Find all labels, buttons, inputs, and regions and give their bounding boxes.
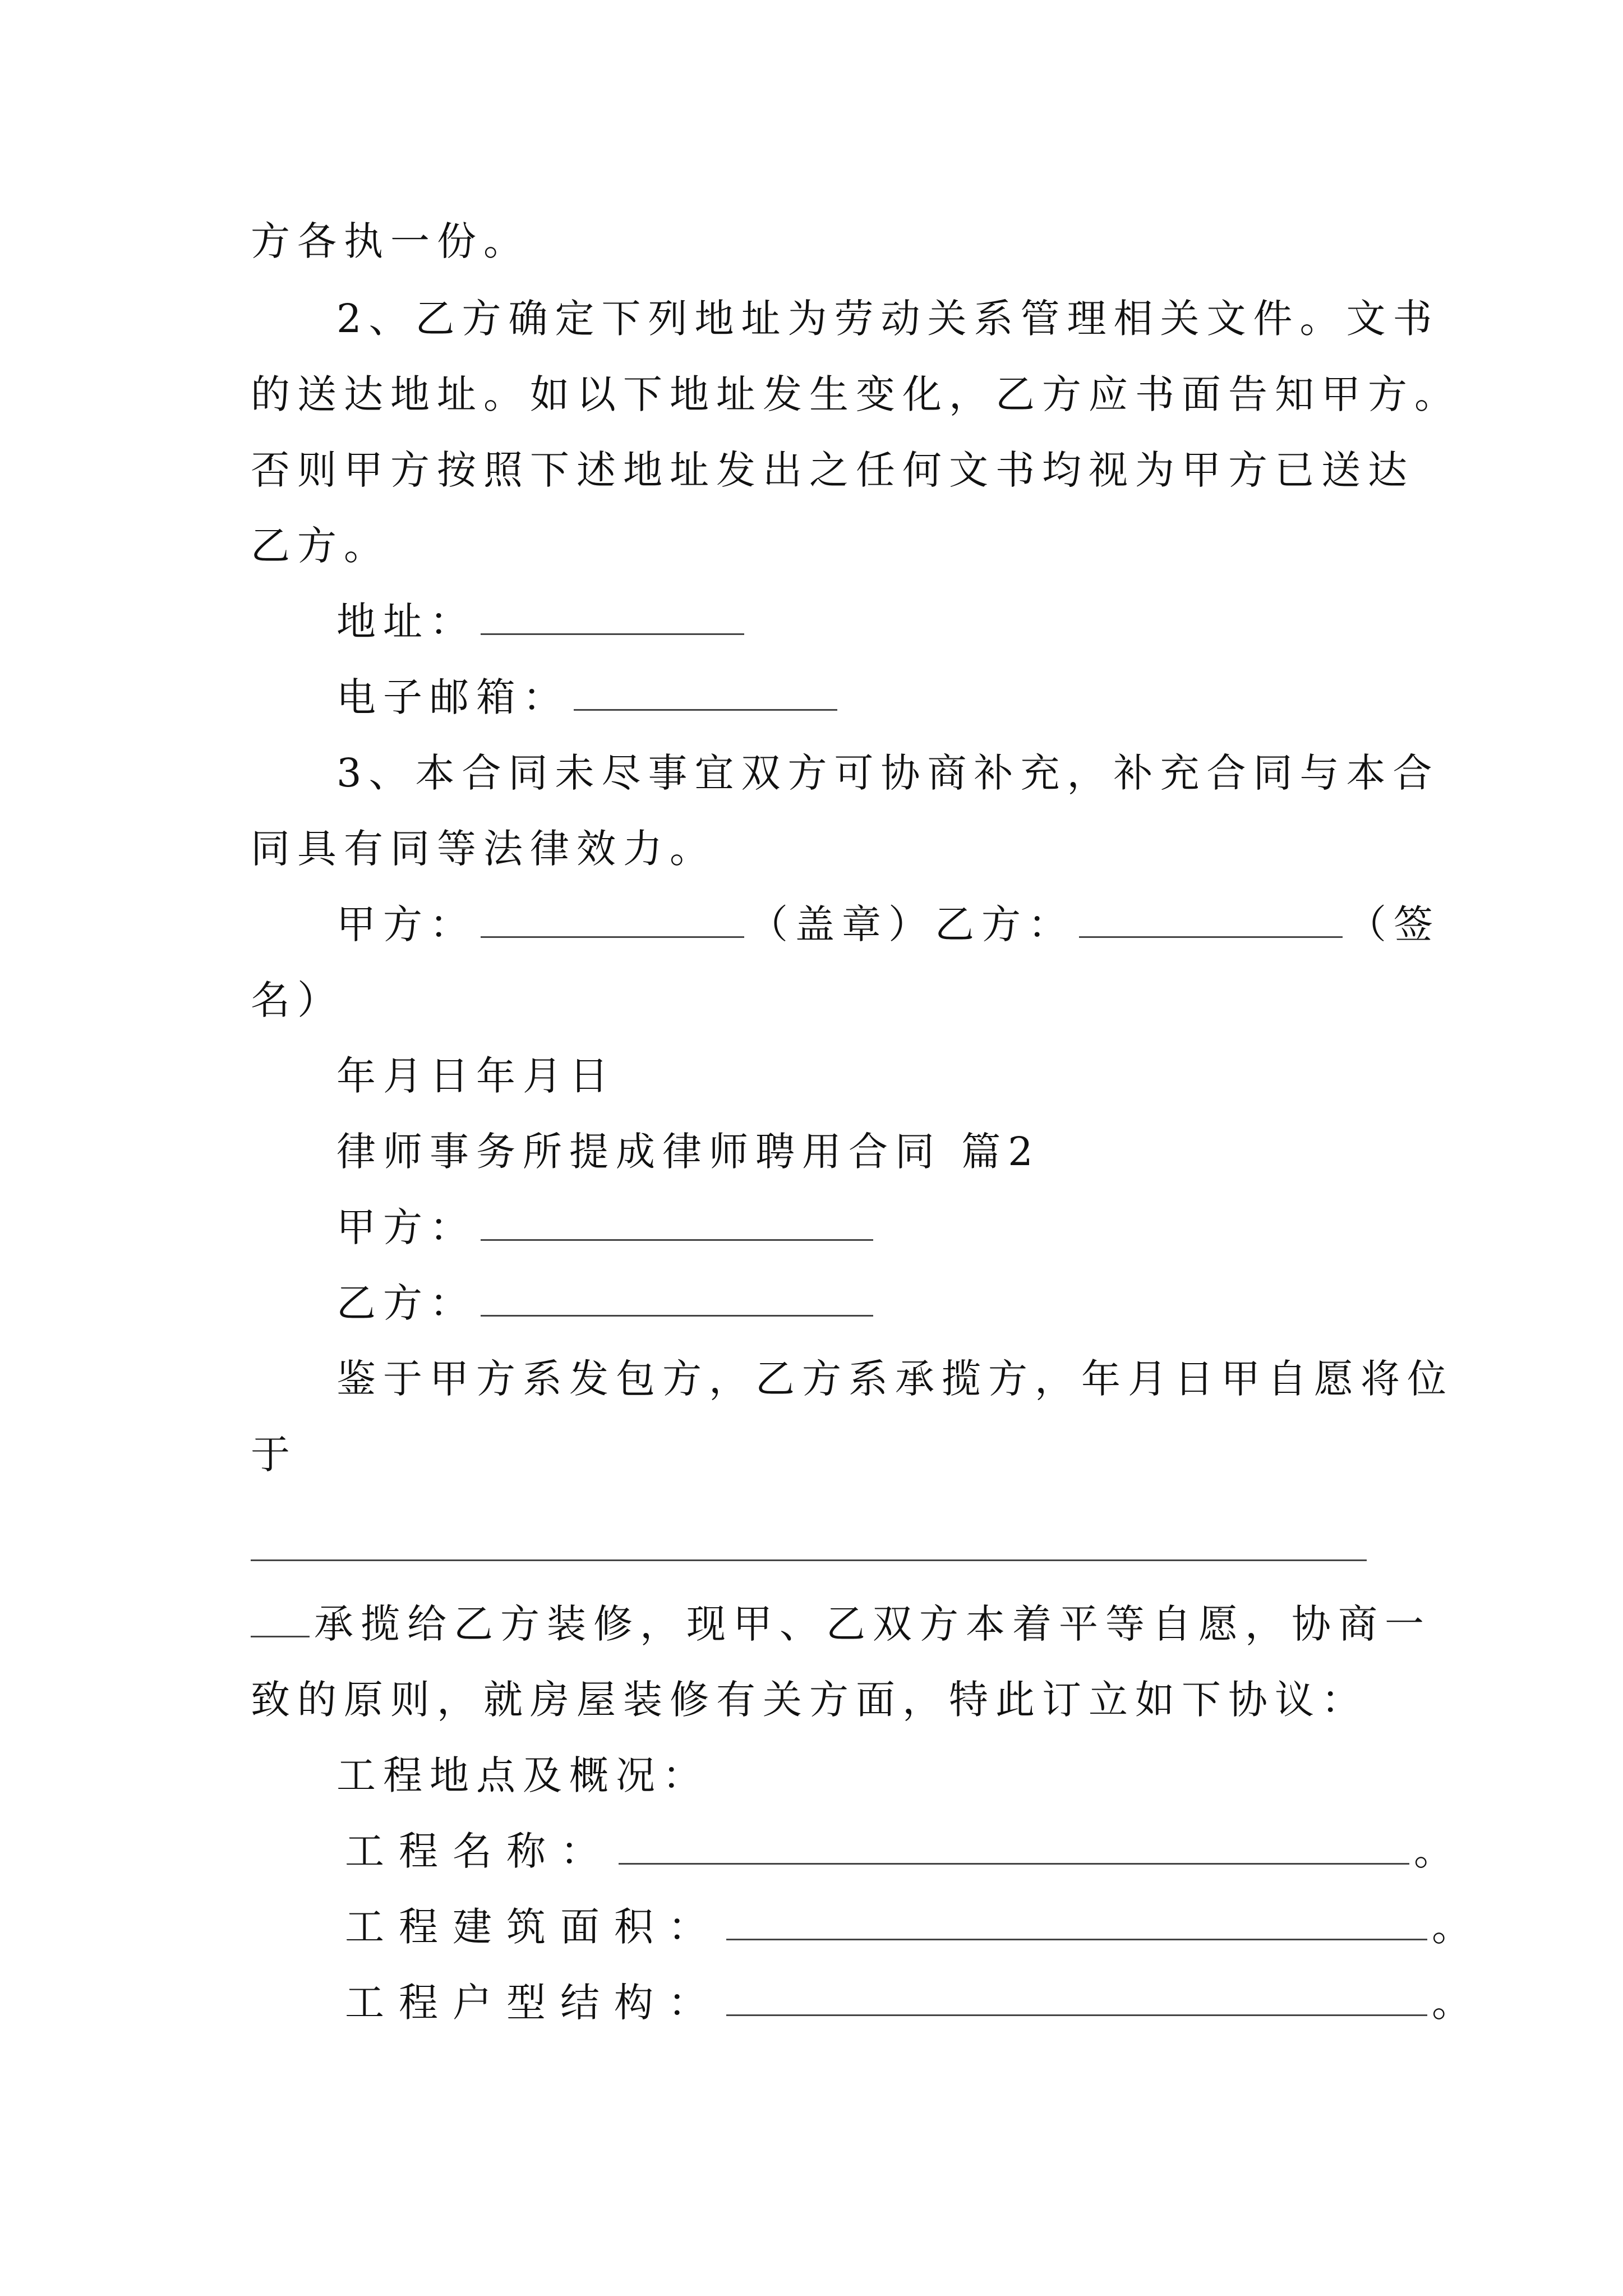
project-name-row bbox=[345, 1823, 1468, 1879]
address-row bbox=[336, 593, 1391, 650]
project-area-label: 工程建筑面积： bbox=[345, 1904, 722, 1950]
signature-dates: 年月日年月日 bbox=[336, 1053, 616, 1099]
email-label: 电子邮箱： bbox=[336, 674, 569, 720]
party-a-row bbox=[336, 1199, 1391, 1255]
clause-2-line-3: 否则甲方按照下述地址发出之任何文书均视为甲方已送达 bbox=[251, 447, 1414, 493]
recital-line-4: 致的原则，就房屋装修有关方面，特此订立如下协议： bbox=[251, 1677, 1368, 1723]
party-a-blank bbox=[481, 1207, 873, 1241]
address-label: 地址： bbox=[336, 599, 476, 645]
clause-3-line-1: 3、本合同未尽事宜双方可协商补充，补充合同与本合 bbox=[336, 750, 1440, 796]
project-heading: 工程地点及概况： bbox=[336, 1752, 709, 1798]
recital-line-2: 于 bbox=[251, 1432, 297, 1478]
address-blank bbox=[481, 601, 744, 635]
email-row bbox=[336, 669, 1391, 725]
section-title: 律师事务所提成律师聘用合同 篇2 bbox=[336, 1129, 1040, 1175]
party-b-blank bbox=[481, 1282, 873, 1317]
project-structure-row bbox=[345, 1975, 1486, 2031]
project-structure-period: 。 bbox=[1432, 1980, 1486, 2026]
recital-line-1: 鉴于甲方系发包方，乙方系承揽方，年月日甲自愿将位 bbox=[336, 1356, 1454, 1402]
party-b-row bbox=[336, 1275, 1391, 1331]
signature-sign-close: 名） bbox=[251, 977, 344, 1023]
party-b-label: 乙方： bbox=[336, 1280, 476, 1326]
project-area-row bbox=[345, 1899, 1486, 1955]
location-blank-rule bbox=[251, 1559, 1367, 1561]
clause-2-line-1: 2、乙方确定下列地址为劳动关系管理相关文件。文书 bbox=[336, 296, 1440, 342]
recital-line-3-text: 承揽给乙方装修，现甲、乙双方本着平等自愿，协商一 bbox=[314, 1601, 1431, 1647]
signature-party-b-blank bbox=[1079, 904, 1343, 938]
signature-party-a-blank bbox=[481, 904, 744, 938]
project-structure-label: 工程户型结构： bbox=[345, 1980, 722, 2026]
clause-2-line-4: 乙方。 bbox=[251, 523, 390, 569]
recital-line-3 bbox=[251, 1596, 1431, 1652]
signature-seal-label: （盖章）乙方： bbox=[749, 901, 1075, 947]
signature-row bbox=[336, 896, 1440, 953]
email-blank bbox=[574, 677, 837, 711]
party-a-label: 甲方： bbox=[336, 1204, 476, 1250]
project-name-blank bbox=[619, 1830, 1409, 1865]
signature-party-a-label: 甲方： bbox=[336, 901, 476, 947]
text-line: 方各执一份。 bbox=[251, 218, 530, 264]
clause-2-line-2: 的送达地址。如以下地址发生变化，乙方应书面告知甲方。 bbox=[251, 371, 1461, 417]
clause-3-line-2: 同具有同等法律效力。 bbox=[251, 826, 716, 872]
project-structure-blank bbox=[726, 1982, 1427, 2016]
project-area-blank bbox=[726, 1906, 1427, 1940]
project-name-label: 工程名称： bbox=[345, 1828, 614, 1874]
project-area-period: 。 bbox=[1432, 1904, 1486, 1950]
project-name-period: 。 bbox=[1414, 1828, 1468, 1874]
signature-sign-open: （签 bbox=[1347, 901, 1440, 947]
recital-short-blank bbox=[251, 1603, 310, 1637]
